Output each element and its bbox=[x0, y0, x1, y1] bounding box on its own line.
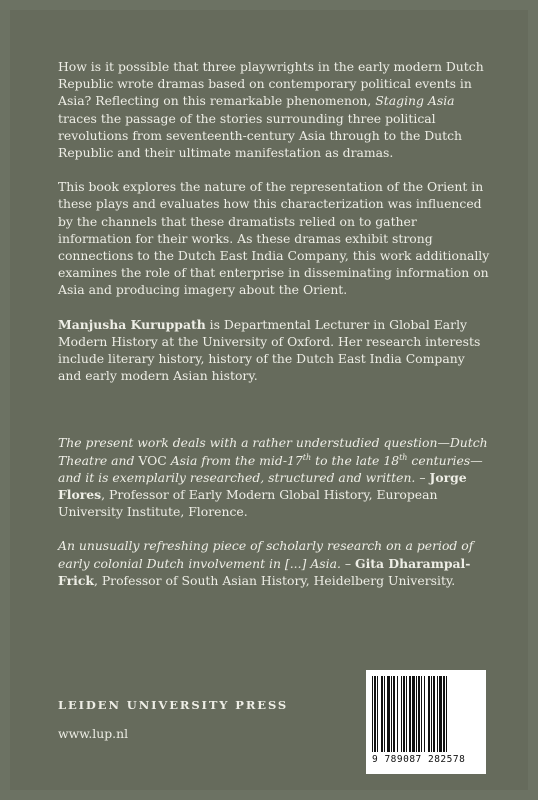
publisher-url: www.lup.nl bbox=[58, 726, 129, 741]
blurb-text: How is it possible that three playwrights in the early modern Dutch Republic wrote dramas based on contemporary political events in Asia? Reflecting on this remarkable phenomenon, bbox=[58, 59, 484, 109]
quote-text: The present work deals with a rather understudied question—Dutch Theatre and bbox=[58, 435, 488, 468]
quote-dash: – bbox=[340, 555, 356, 571]
publisher-name: LEIDEN UNIVERSITY PRESS bbox=[58, 698, 289, 712]
quote-text: An unusually refreshing piece of scholarly research on a period of early colonial Dutch involvement in [...] Asia. bbox=[58, 538, 474, 571]
reviewer-name: Jorge Flores bbox=[58, 469, 467, 503]
blurb-paragraph-2: This book explores the nature of the representation of the Orient in these plays and evaluates how this characterization was influenced by the channels that these dramatists relied on to gather information for their works. As these dramas exhibit strong connections to the Dutch East India Company, this work additionally examines the role of that enterprise in disseminating information on Asia and producing imagery about the Orient. bbox=[58, 179, 490, 298]
reviewer-affiliation: , Professor of Early Modern Global History, European University Institute, Florence. bbox=[58, 487, 438, 520]
blurb-paragraph-1 bbox=[58, 58, 490, 161]
author-name: Manjusha Kuruppath bbox=[58, 316, 206, 332]
blurb-text: traces the passage of the stories surrounding three political revolutions from seventeenth-century Asia through to the Dutch Republic and their ultimate manifestation as dramas. bbox=[58, 110, 463, 161]
review-quote-2 bbox=[58, 537, 490, 589]
reviewer-affiliation: , Professor of South Asian History, Heidelberg University. bbox=[93, 572, 456, 588]
book-title: Staging Asia bbox=[375, 93, 455, 109]
author-bio bbox=[58, 316, 490, 385]
quote-text: Asia from the mid-17 bbox=[166, 452, 303, 468]
quote-text: to the late 18 bbox=[311, 452, 400, 468]
author-bio-text: is Departmental Lecturer in Global Early Modern History at the University of Oxford. Her research interests include literary history, history of the Dutch East India Company and early modern Asian history. bbox=[58, 316, 481, 384]
review-quote-1 bbox=[58, 434, 490, 520]
back-cover-text bbox=[58, 58, 490, 606]
barcode-digits bbox=[372, 754, 480, 765]
barcode-bars bbox=[372, 676, 480, 752]
superscript: th bbox=[399, 452, 408, 462]
barcode-digits-text: 9 789087 282578 bbox=[372, 754, 466, 765]
superscript: th bbox=[302, 452, 312, 462]
reviewer-name: Gita Dharampal-Frick bbox=[58, 555, 471, 588]
quote-text-voc: VOC bbox=[138, 452, 167, 468]
quote-dash: – bbox=[415, 469, 430, 485]
barcode bbox=[366, 670, 486, 774]
quote-text: centuries—and it is exemplarily researched, structured and written. bbox=[58, 452, 483, 485]
